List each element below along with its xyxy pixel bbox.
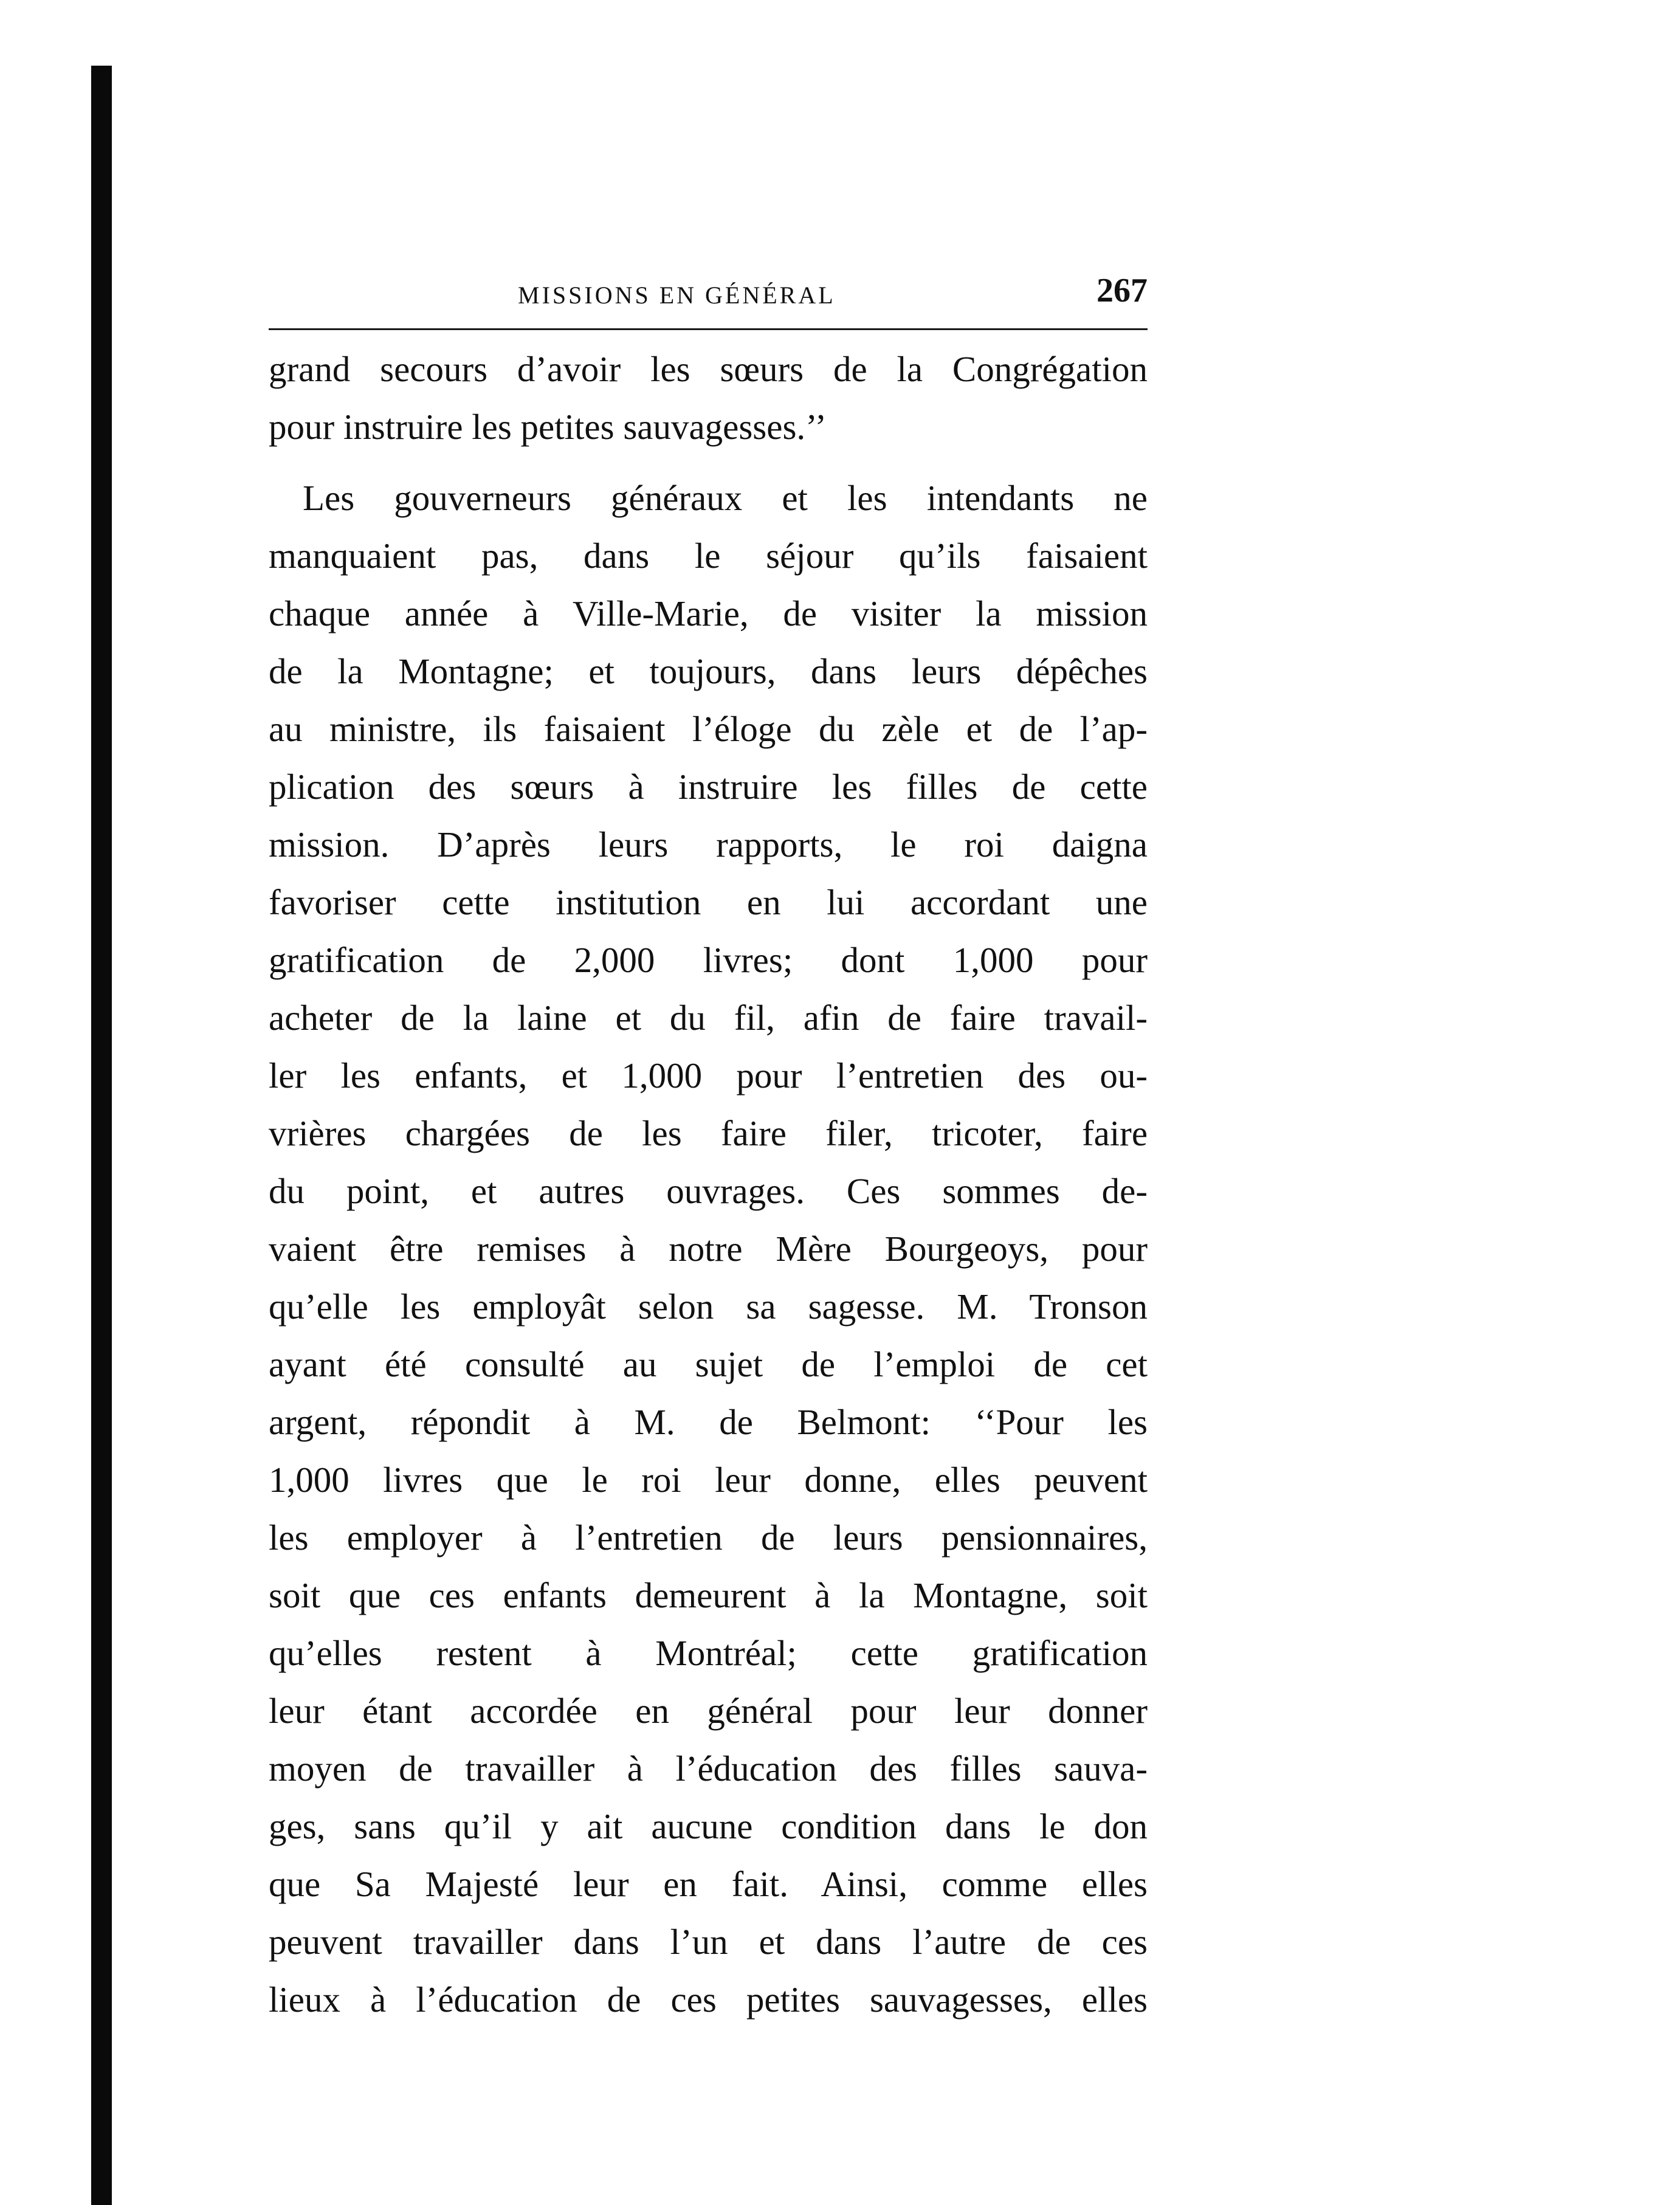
text-line: qu’elles restent à Montréal; cette gratification bbox=[269, 1633, 1148, 1673]
text-line: chaque année à Ville-Marie, de visiter la mission bbox=[269, 593, 1148, 633]
paragraph bbox=[269, 469, 1148, 2029]
text-line: vaient être remises à notre Mère Bourgeoys, pour bbox=[269, 1229, 1148, 1269]
text-line: argent, répondit à M. de Belmont: ‘‘Pour les bbox=[269, 1402, 1148, 1442]
text-line: grand secours d’avoir les sœurs de la Congrégation bbox=[269, 349, 1148, 389]
text-line: ges, sans qu’il y ait aucune condition dans le don bbox=[269, 1806, 1148, 1846]
text-line: plication des sœurs à instruire les filles de cette bbox=[269, 767, 1148, 807]
text-line: du point, et autres ouvrages. Ces sommes de- bbox=[269, 1171, 1148, 1211]
text-line: manquaient pas, dans le séjour qu’ils faisaient bbox=[269, 536, 1148, 576]
text-line: ler les enfants, et 1,000 pour l’entretien des ou- bbox=[269, 1055, 1148, 1096]
header-rule bbox=[269, 328, 1148, 330]
running-header bbox=[269, 267, 1148, 316]
paragraph-gap bbox=[269, 456, 1148, 469]
text-line: vrières chargées de les faire filer, tricoter, faire bbox=[269, 1113, 1148, 1153]
text-line: moyen de travailler à l’éducation des filles sauva- bbox=[269, 1748, 1148, 1789]
text-line: gratification de 2,000 livres; dont 1,000 pour bbox=[269, 940, 1148, 980]
text-line: soit que ces enfants demeurent à la Montagne, soit bbox=[269, 1575, 1148, 1615]
text-line: qu’elle les employât selon sa sagesse. M. Tronson bbox=[269, 1286, 1148, 1327]
text-line: que Sa Majesté leur en fait. Ainsi, comme elles bbox=[269, 1864, 1148, 1904]
scan-binding-edge bbox=[91, 66, 112, 2205]
text-line: favoriser cette institution en lui accordant une bbox=[269, 882, 1148, 922]
page-number: 267 bbox=[1096, 272, 1148, 309]
text-line: mission. D’après leurs rapports, le roi daigna bbox=[269, 824, 1148, 864]
text-line: 1,000 livres que le roi leur donne, elles peuvent bbox=[269, 1460, 1148, 1500]
body-text bbox=[269, 340, 1148, 2029]
running-header-title: MISSIONS EN GÉNÉRAL bbox=[518, 281, 836, 309]
text-line: Les gouverneurs généraux et les intendants ne bbox=[303, 478, 1148, 518]
text-line: pour instruire les petites sauvagesses.’’ bbox=[269, 407, 827, 447]
text-line: acheter de la laine et du fil, afin de faire travail- bbox=[269, 998, 1148, 1038]
text-line: ayant été consulté au sujet de l’emploi de cet bbox=[269, 1344, 1148, 1384]
text-line: les employer à l’entretien de leurs pensionnaires, bbox=[269, 1517, 1148, 1558]
text-line: peuvent travailler dans l’un et dans l’autre de ces bbox=[269, 1922, 1148, 1962]
paragraph bbox=[269, 340, 1148, 456]
text-line: leur étant accordée en général pour leur donner bbox=[269, 1691, 1148, 1731]
text-line: lieux à l’éducation de ces petites sauvagesses, elles bbox=[269, 1979, 1148, 2020]
text-line: au ministre, ils faisaient l’éloge du zèle et de l’ap- bbox=[269, 709, 1148, 749]
text-line: de la Montagne; et toujours, dans leurs dépêches bbox=[269, 651, 1148, 691]
